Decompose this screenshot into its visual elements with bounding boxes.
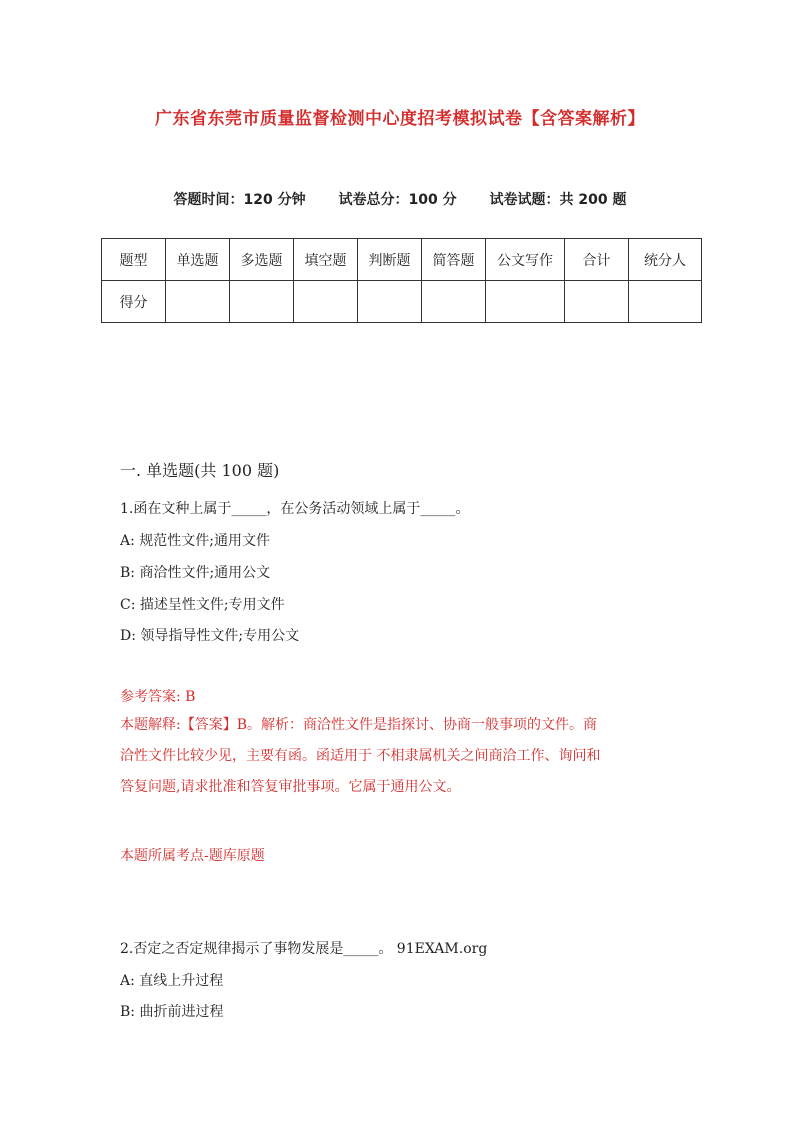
explanation-line: 本题解释:【答案】B。解析：商洽性文件是指探讨、协商一般事项的文件。商: [120, 717, 598, 733]
score-table-score-row: [102, 281, 702, 323]
question-2-text: 2.否定之否定规律揭示了事物发展是_____。 91EXAM.org: [120, 941, 488, 957]
row-label-cell: 得分: [102, 281, 166, 323]
header-cell: 单选题: [166, 239, 230, 281]
exam-question-count: 试卷试题：共 200 题: [489, 192, 627, 208]
score-cell: [230, 281, 294, 323]
question-2-option-b: B: 曲折前进过程: [120, 1004, 224, 1020]
explanation-line: 洽性文件比较少见，主要有函。函适用于 不相隶属机关之间商洽工作、询问和: [120, 748, 601, 764]
header-cell: 公文写作: [486, 239, 565, 281]
header-cell: 题型: [102, 239, 166, 281]
score-table: [101, 238, 702, 323]
document-title: 广东省东莞市质量监督检测中心度招考模拟试卷【含答案解析】: [155, 109, 645, 129]
score-cell: [629, 281, 702, 323]
section-heading: 一. 单选题(共 100 题): [120, 461, 280, 480]
question-2-option-a: A: 直线上升过程: [120, 973, 224, 989]
header-cell: 简答题: [422, 239, 486, 281]
score-cell: [486, 281, 565, 323]
exam-total-score: 试卷总分：100 分: [338, 192, 457, 208]
score-cell: [422, 281, 486, 323]
question-1-option-c: C: 描述呈性文件;专用文件: [120, 597, 285, 613]
header-cell: 合计: [565, 239, 629, 281]
header-cell: 多选题: [230, 239, 294, 281]
header-cell: 判断题: [358, 239, 422, 281]
score-cell: [294, 281, 358, 323]
score-cell: [166, 281, 230, 323]
score-cell: [358, 281, 422, 323]
header-cell: 填空题: [294, 239, 358, 281]
question-1-source: 本题所属考点-题库原题: [120, 848, 265, 864]
question-1-option-d: D: 领导指导性文件;专用公文: [120, 628, 300, 644]
header-cell: 统分人: [629, 239, 702, 281]
score-cell: [565, 281, 629, 323]
question-1-text: 1.函在文种上属于_____，在公务活动领域上属于_____。: [120, 501, 470, 517]
question-1-option-b: B: 商洽性文件;通用公文: [120, 565, 271, 581]
question-1-explanation: [120, 710, 686, 803]
exam-time: 答题时间：120 分钟: [173, 192, 306, 208]
exam-meta: [0, 189, 800, 209]
explanation-line: 答复问题,请求批准和答复审批事项。它属于通用公文。: [120, 779, 461, 795]
score-table-header-row: [102, 239, 702, 281]
question-1-answer: 参考答案: B: [120, 689, 196, 705]
question-1-option-a: A: 规范性文件;通用文件: [120, 533, 270, 549]
